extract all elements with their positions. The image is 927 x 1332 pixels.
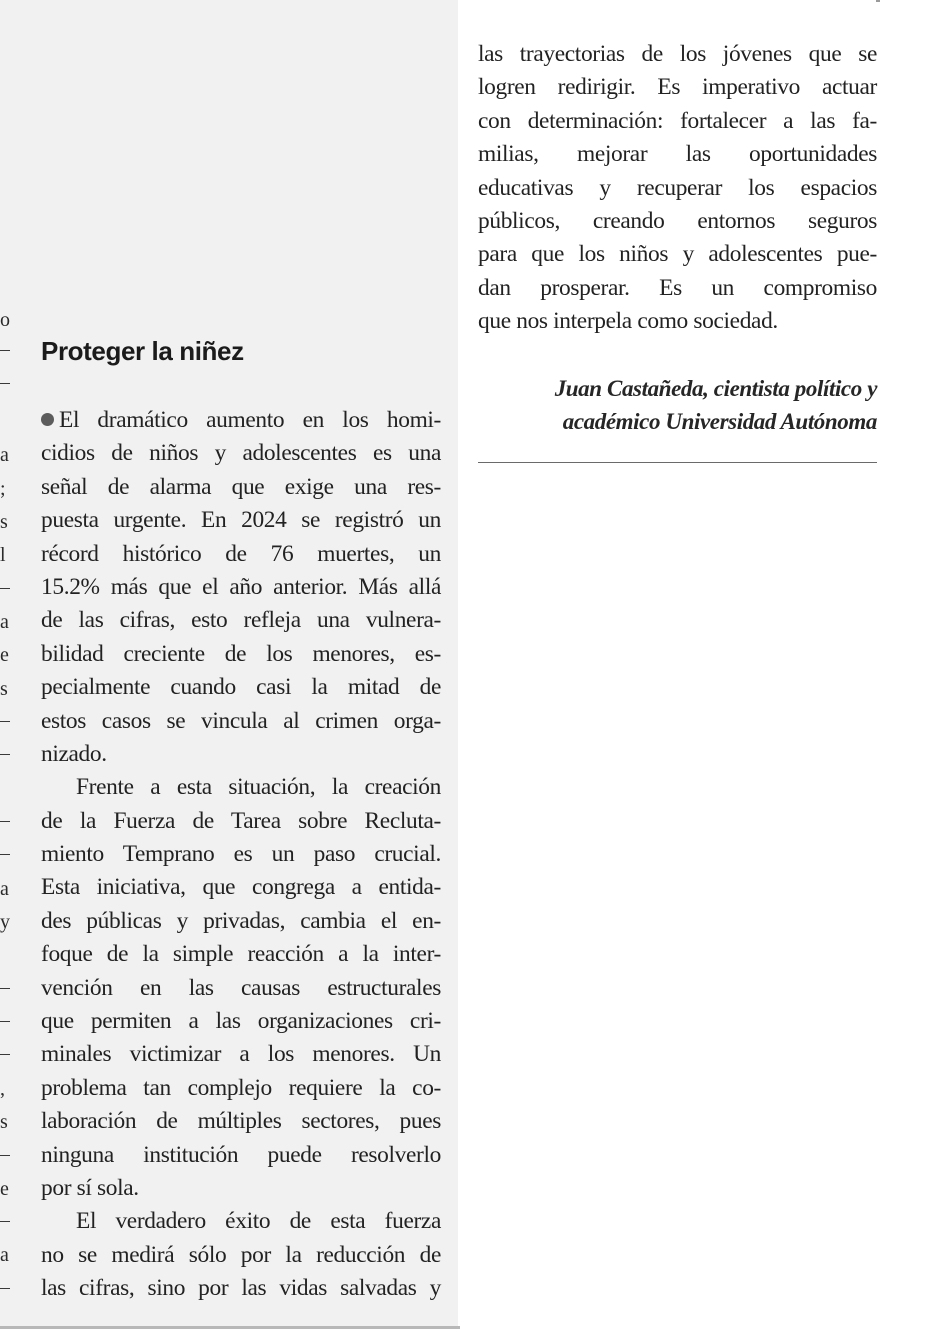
body-line: foque de la simple reacción a la inter- (41, 941, 441, 968)
body-line: que permiten a las organizaciones cri- (41, 1008, 441, 1035)
edge-glyph: y (0, 911, 10, 933)
body-line: ninguna institución puede resolverlo (41, 1141, 441, 1168)
edge-dash (0, 854, 10, 855)
body-line: estos casos se vincula al crimen orga- (41, 707, 441, 734)
edge-glyph: a (0, 611, 9, 633)
edge-dash (0, 754, 10, 755)
edge-glyph: e (0, 1178, 9, 1200)
body-line: Frente a esta situación, la creación (76, 774, 441, 801)
edge-dash (0, 350, 10, 351)
edge-glyph: s (0, 678, 8, 700)
edge-glyph: e (0, 644, 9, 666)
edge-dash (0, 721, 10, 722)
body-line: nizado. (41, 740, 107, 767)
letter-body-left (41, 404, 441, 1306)
body-line: con determinación: fortalecer a las fa- (478, 107, 877, 134)
body-line: que nos interpela como sociedad. (478, 308, 778, 335)
body-line: pecialmente cuando casi la mitad de (41, 674, 441, 701)
body-line: por sí sola. (41, 1174, 139, 1201)
body-line: puesta urgente. En 2024 se registró un (41, 507, 441, 534)
edge-dash (0, 1288, 10, 1289)
bullet-icon (41, 413, 54, 426)
body-line: no se medirá sólo por la reducción de (41, 1241, 441, 1268)
body-line: logren redirigir. Es imperativo actuar (478, 74, 877, 101)
body-line: vención en las causas estructurales (41, 974, 441, 1001)
edge-glyph: , (0, 1078, 5, 1100)
body-line: 15.2% más que el año anterior. Más allá (41, 573, 441, 600)
edge-dash (0, 1221, 10, 1222)
column-end-rule (478, 462, 877, 463)
edge-dash (0, 821, 10, 822)
body-line: para que los niños y adolescentes pue- (478, 241, 877, 268)
edge-dash (0, 1054, 10, 1055)
edge-dash (0, 383, 10, 384)
body-line: de la Fuerza de Tarea sobre Recluta- (41, 807, 441, 834)
edge-glyph: ; (0, 478, 6, 500)
body-line: bilidad creciente de los menores, es- (41, 640, 441, 667)
body-line: récord histórico de 76 muertes, un (41, 540, 441, 567)
edge-glyph: l (0, 544, 6, 566)
letter-body-right (478, 38, 877, 339)
body-line-text: El dramático aumento en los homi- (59, 407, 441, 433)
scan-artifact (876, 0, 880, 2)
body-line (41, 404, 441, 437)
body-line: educativas y recuperar los espacios (478, 174, 877, 201)
edge-glyph: o (0, 309, 10, 331)
edge-glyph: s (0, 1111, 8, 1133)
body-line: dan prosperar. Es un compromiso (478, 274, 877, 301)
body-line: Esta iniciativa, que congrega a entida- (41, 874, 441, 901)
adjacent-column-fragments (0, 0, 14, 1327)
edge-dash (0, 1155, 10, 1156)
author-signature (478, 372, 877, 438)
body-line: las cifras, sino por las vidas salvadas y (41, 1275, 441, 1302)
body-line: señal de alarma que exige una res- (41, 473, 441, 500)
body-line: des públicas y privadas, cambia el en- (41, 907, 441, 934)
body-line: laboración de múltiples sectores, pues (41, 1108, 441, 1135)
edge-dash (0, 988, 10, 989)
body-line: problema tan complejo requiere la co- (41, 1074, 441, 1101)
edge-glyph: a (0, 444, 9, 466)
signature-line: Juan Castañeda, cientista político y (554, 376, 877, 401)
body-line: miento Temprano es un paso crucial. (41, 841, 441, 868)
edge-glyph: s (0, 511, 8, 533)
edge-dash (0, 588, 10, 589)
edge-dash (0, 1021, 10, 1022)
body-line: de las cifras, esto refleja una vulnera- (41, 607, 441, 634)
signature-line: académico Universidad Autónoma (562, 409, 877, 434)
body-line: minales victimizar a los menores. Un (41, 1041, 441, 1068)
edge-glyph: a (0, 878, 9, 900)
body-line: El verdadero éxito de esta fuerza (76, 1208, 441, 1235)
body-line: cidios de niños y adolescentes es una (41, 440, 441, 467)
edge-glyph: a (0, 1244, 9, 1266)
body-line: milias, mejorar las oportunidades (478, 141, 877, 168)
body-line: las trayectorias de los jóvenes que se (478, 41, 877, 67)
body-line: públicos, creando entornos seguros (478, 207, 877, 234)
panel-bottom-rule (0, 1326, 460, 1329)
letter-headline: Proteger la niñez (41, 336, 244, 366)
